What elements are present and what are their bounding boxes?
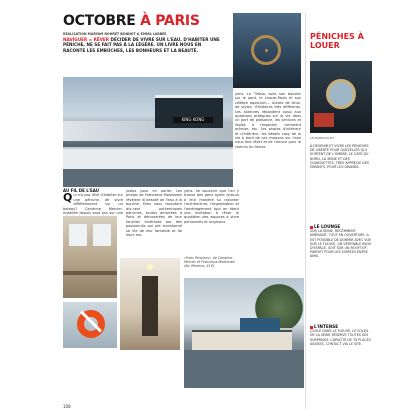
corridor-photo xyxy=(120,258,180,350)
moored-boat xyxy=(192,330,292,350)
hero-boat-sign: KING KONG xyxy=(173,117,213,123)
deck-body: DÉCIDER DE VIVRE SUR L'EAU, D'HABITER UNE PÉNICHE, NE SE FAIT PAS À LA LÉGÈRE. UN LIVRE NOUS EN RACONTE LES EMBÛCHES, LES BONHEURS ET LA BEAUTÉ. xyxy=(63,37,220,53)
hero-cabin xyxy=(155,95,223,128)
sidebar-photo-caption: LE MARRIOLLOT xyxy=(310,136,335,140)
interior-window xyxy=(69,224,87,246)
sidebar-subhead-text: LE LOUNGE xyxy=(314,224,341,229)
section-subhead: AU FIL DE L'EAU xyxy=(63,188,99,193)
book-caption: «Paris Péniches», de Cendrine Mercier et Francesca Mantovani (éd. Minerva, 43 €). xyxy=(184,256,236,268)
page-title xyxy=(63,13,200,29)
sidebar-title: PÉNICHES À LOUER xyxy=(310,32,364,50)
body-column-2-text: ui n'a pas rêvé d'habiter sur une péniche, de vivre différemment sur un bateau? Cendrine Mercier, installée depuis sept ans sur une xyxy=(63,193,123,216)
title-main: OCTOBRE xyxy=(63,13,141,29)
corridor-door xyxy=(142,276,158,336)
lamp-icon xyxy=(147,264,153,270)
ship-wheel-icon xyxy=(251,35,281,65)
sidebar-block-3 xyxy=(310,325,372,346)
deck-lead: NAVIGUER = RÊVER xyxy=(63,37,110,42)
river-water xyxy=(184,350,304,388)
sidebar-subhead-text: L'INTENSE xyxy=(314,324,339,329)
hero-hull xyxy=(63,147,233,171)
dropcap: Q xyxy=(63,191,73,205)
body-column-1: yens. La "Tatsio, avec son bouvier sur le pont, le chocat-Pauls et son célèbre aquarium… Autant de lieux, de styles, d'histoires très différents. Les auteures répondent aussi aux questions pratiques sur la vie dans un port de plaisance, les services et règles à respecter, comment acheter, etc. Les photos d'intérieur et d'intérieur, les détails cosy de la vie à bord de ces maisons sur l'eau nous font rêver et de l'amour pour le chemin du fleuve. xyxy=(235,92,301,149)
sidebar-photo xyxy=(310,61,372,133)
lifebuoy-photo xyxy=(63,302,117,348)
interior-window xyxy=(93,224,111,246)
boat-cabin xyxy=(240,318,280,332)
chair-shape xyxy=(314,113,334,127)
body-column-4: yens. Se souvenir que l'on y trouve des gens ayant chacun à leur manière su raconter l'architecture, l'organisation et l'aménagement tout en étant une invitation à rêver le quotidien des espaces à vivre personnels et originaux. xyxy=(184,189,239,224)
credit-line: RÉALISATION MARYAM NOHRET BONNOT & EMMA LABBÉE xyxy=(63,32,167,36)
moored-boats-photo xyxy=(184,278,304,388)
sidebar xyxy=(305,13,376,409)
interior-rail xyxy=(63,271,117,275)
deck-text xyxy=(63,37,223,53)
hero-water xyxy=(63,169,233,187)
porthole-icon xyxy=(326,79,356,109)
ship-wheel-photo xyxy=(233,13,301,88)
sidebar-block-1: À DEVENIR ET VIVRE LES PÉNICHES DE LIBERTÉ POUR QUÉZELLES QUI SORTENT DE L'OMBRE, LE CAFÉ DU NORD, LA SEINE ET DES GUINGUETTES, TRÈS APPRÉCIÉ DES ENFANTS, POUR LES GRANDS. xyxy=(310,144,369,170)
body-column-3: justes pour en parler. Les photos de Francesca Mantovani révèlent la beauté de l'eau à la bouche. Elles nous racontent dix-neuf authentiques péniches, toutes amarrées à Paris et démontrées de leur fonction itinérante par des passionnés qui ont transformé sa Vie de leur fantaisie et de leurs mo- xyxy=(126,189,182,238)
title-accent: À PARIS xyxy=(140,13,200,29)
lifebuoy-icon xyxy=(77,310,105,338)
sidebar-block-2 xyxy=(310,225,372,259)
page-number: 108 xyxy=(63,404,71,409)
interior-photo xyxy=(63,216,117,298)
sidebar-block-3-text: COULÉ DANS LE FLEUVE, LE SOLEIL DE LA SEINE RÉSERVE TOUTES SES SURPRISES. CAPACITÉ DE 70 PLACES ASSISES, CONTACT VIA LE SITE. xyxy=(310,329,371,346)
hero-photo xyxy=(63,77,233,187)
sidebar-block-2-text: SUR LA SEINE, RÉCEMMENT AMÉNAGÉ, TOUT EN OUVERTURE. IL EST POSSIBLE DE DORMIR AVEC VUE SUR LE FLEUVE, UN VÉRITABLE BIJOU D'ESPACE, SOIT SUR UN ROOFTOP, PARFAIT POUR LES SOIRÉES ENTRE AMIS. xyxy=(310,229,372,259)
magazine-page xyxy=(58,8,376,412)
